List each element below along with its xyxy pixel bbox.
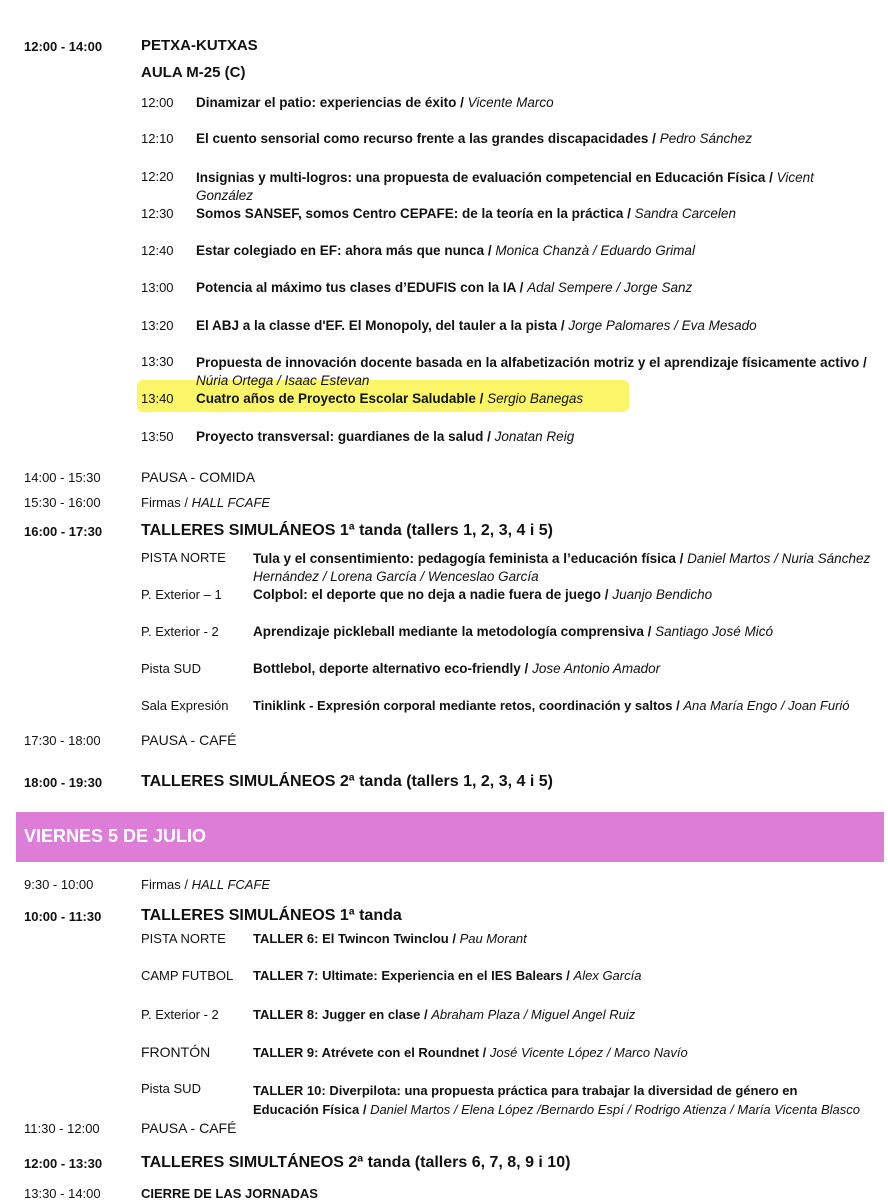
workshop-title: Colpbol: el deporte que no deja a nadie fuera de juego / Juanjo Bendicho [253,587,713,602]
talk-time: 13:20 [141,318,174,333]
talk-title: Cuatro años de Proyecto Escolar Saludable / Sergio Banegas [196,391,584,406]
workshop-authors: Abraham Plaza / Miguel Angel Ruiz [431,1007,636,1022]
signing-label: Firmas / HALL FCAFE [141,877,271,892]
closing-time: 13:30 - 14:00 [24,1186,101,1201]
workshop-place: Sala Expresión [141,698,229,713]
signing-time: 15:30 - 16:00 [24,495,101,510]
session-time: 12:00 - 14:00 [24,39,103,54]
session-time: 12:00 - 13:30 [24,1156,103,1171]
workshop-place: CAMP FUTBOL [141,968,234,983]
talk-time: 12:20 [141,169,174,184]
talk-authors: Vicente Marco [467,95,554,110]
talk-time: 12:40 [141,243,174,258]
signing-place: HALL FCAFE [191,877,271,892]
workshop-title: TALLER 9: Atrévete con el Roundnet / José Vicente López / Marco Navío [253,1045,688,1060]
session-title: TALLERES SIMULÁNEOS 1ª tanda [141,907,402,924]
talk-title: El ABJ a la classe d'EF. El Monopoly, del tauler a la pista / Jorge Palomares / Eva Mesado [196,318,757,333]
talk-title: El cuento sensorial como recurso frente a las grandes discapacidades / Pedro Sánchez [196,131,753,146]
pause-time: 14:00 - 15:30 [24,470,101,485]
pause-time: 11:30 - 12:00 [24,1121,100,1136]
pause-label: PAUSA - CAFÉ [141,732,237,748]
session-time: 16:00 - 17:30 [24,524,103,539]
workshop-place: P. Exterior - 2 [141,624,219,639]
workshop-place: Pista SUD [141,1081,201,1096]
workshop-title: TALLER 6: El Twincon Twinclou / Pau Morant [253,931,527,946]
talk-authors: Jorge Palomares / Eva Mesado [568,318,757,333]
workshop-place: PISTA NORTE [141,550,226,565]
workshop-authors: Ana María Engo / Joan Furió [683,698,850,713]
talk-authors: Adal Sempere / Jorge Sanz [527,280,693,295]
talk-time: 12:10 [141,131,174,146]
session-room: AULA M-25 (C) [141,64,246,81]
talk-time: 13:30 [141,354,174,369]
workshop-authors: Juanjo Bendicho [612,587,713,602]
workshop-title: Tula y el consentimiento: pedagogía feminista a l’educación física / Daniel Martos / Nuria Sánchez Hernández / Lorena García / Wenceslao García [253,551,871,584]
signing-place: HALL FCAFE [191,495,271,510]
talk-authors: Jonatan Reig [494,429,575,444]
talk-time: 13:00 [141,280,174,295]
closing-label: CIERRE DE LAS JORNADAS [141,1186,318,1201]
session-title: TALLERES SIMULTÁNEOS 2ª tanda (tallers 6, 7, 8, 9 i 10) [141,1154,571,1171]
talk-title: Potencia al máximo tus clases d’EDUFIS con la IA / Adal Sempere / Jorge Sanz [196,280,693,295]
pause-label: PAUSA - COMIDA [141,469,256,485]
talk-authors: Sandra Carcelen [634,206,736,221]
workshop-authors: Daniel Martos / Elena López /Bernardo Espí / Rodrigo Atienza / María Vicenta Blasco [370,1102,860,1117]
talk-time: 13:40 [141,391,174,406]
session-title: TALLERES SIMULÁNEOS 1ª tanda (tallers 1, 2, 3, 4 i 5) [141,522,553,539]
talk-authors: Vicent González [196,170,814,203]
workshop-authors: José Vicente López / Marco Navío [489,1045,688,1060]
talk-time: 12:30 [141,206,174,221]
workshop-authors: Alex García [573,968,642,983]
workshop-title: Tiniklink - Expresión corporal mediante retos, coordinación y saltos / Ana María Engo / Joan Furió [253,698,850,713]
workshop-authors: Daniel Martos / Nuria Sánchez Hernández / Lorena García / Wenceslao García [253,551,871,584]
talk-authors: Monica Chanzà / Eduardo Grimal [495,243,695,258]
day-title: VIERNES 5 DE JULIO [24,826,207,846]
workshop-title: TALLER 7: Ultimate: Experiencia en el IES Balears / Alex García [253,968,642,983]
talk-title: Propuesta de innovación docente basada en la alfabetización motriz y el aprendizaje físicamente activo / Núria Ortega / Isaac Estevan [196,355,867,388]
talk-title: Dinamizar el patio: experiencias de éxito / Vicente Marco [196,95,554,110]
talk-title: Proyecto transversal: guardianes de la salud / Jonatan Reig [196,429,575,444]
talk-time: 13:50 [141,429,174,444]
workshop-title: TALLER 8: Jugger en clase / Abraham Plaza / Miguel Angel Ruiz [253,1007,636,1022]
workshop-place: FRONTÓN [141,1044,211,1060]
talk-authors: Sergio Banegas [487,391,584,406]
session-title: TALLERES SIMULÁNEOS 2ª tanda (tallers 1, 2, 3, 4 i 5) [141,773,553,790]
workshop-title: Bottlebol, deporte alternativo eco-friendly / Jose Antonio Amador [253,661,661,676]
workshop-place: PISTA NORTE [141,931,226,946]
talk-authors: Núria Ortega / Isaac Estevan [196,373,370,388]
workshop-place: P. Exterior – 1 [141,587,222,602]
signing-label: Firmas / HALL FCAFE [141,495,271,510]
talk-title: Insignias y multi-logros: una propuesta de evaluación competencial en Educación Física / Vicent González [196,170,814,203]
pause-time: 17:30 - 18:00 [24,733,101,748]
talk-title: Estar colegiado en EF: ahora más que nunca / Monica Chanzà / Eduardo Grimal [196,243,695,258]
workshop-authors: Santiago José Micó [655,624,773,639]
talk-title: Somos SANSEF, somos Centro CEPAFE: de la teoría en la práctica / Sandra Carcelen [196,206,736,221]
session-time: 10:00 - 11:30 [24,909,102,924]
workshop-authors: Jose Antonio Amador [532,661,661,676]
talk-authors: Pedro Sánchez [659,131,753,146]
session-time: 18:00 - 19:30 [24,775,103,790]
workshop-place: Pista SUD [141,661,201,676]
workshop-title: Aprendizaje pickleball mediante la metodología comprensiva / Santiago José Micó [253,624,773,639]
talk-time: 12:00 [141,95,174,110]
workshop-title: TALLER 10: Diverpilota: una propuesta práctica para trabajar la diversidad de género en Educación Física / Daniel Martos / Elena López /Bernardo Espí / Rodrigo Atienza / María Vicenta Blasco [253,1083,860,1117]
session-title: PETXA-KUTXAS [141,37,258,54]
workshop-place: P. Exterior - 2 [141,1007,219,1022]
workshop-authors: Pau Morant [459,931,527,946]
signing-time: 9:30 - 10:00 [24,877,94,892]
pause-label: PAUSA - CAFÉ [141,1120,237,1136]
